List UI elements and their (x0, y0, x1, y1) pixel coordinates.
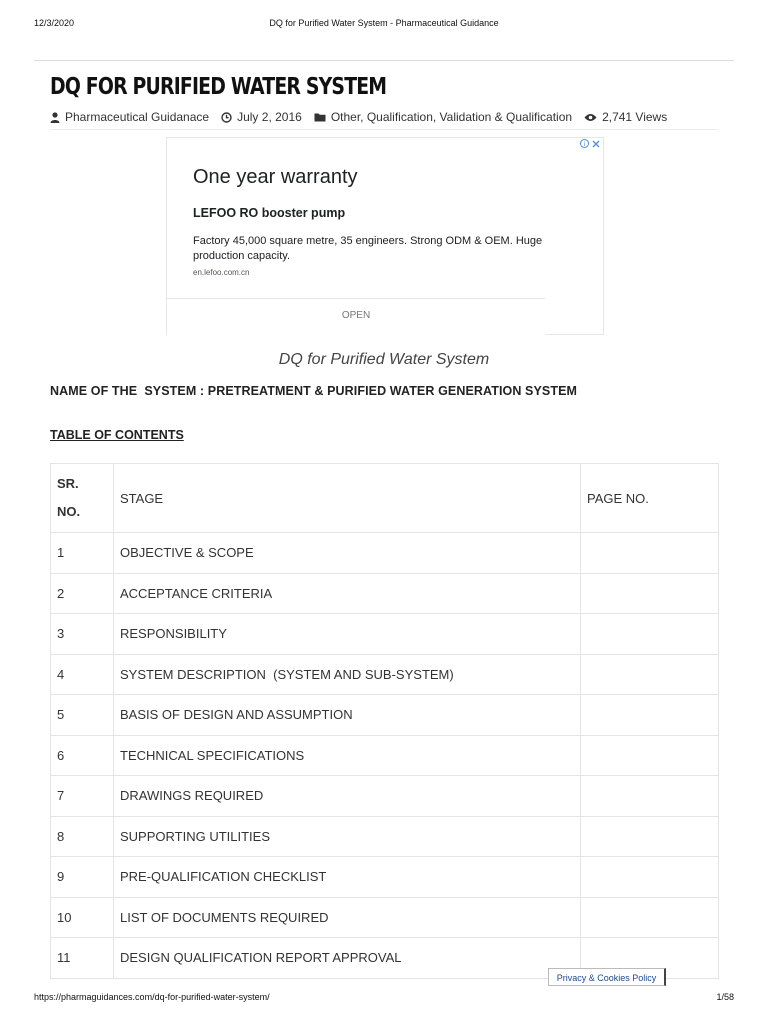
toc-table (50, 463, 719, 979)
row-page-no (581, 654, 719, 695)
meta-date (221, 110, 302, 124)
clock-icon (221, 112, 232, 123)
row-stage: PRE-QUALIFICATION CHECKLIST (114, 857, 581, 898)
print-date: 12/3/2020 (34, 18, 75, 28)
print-footer (0, 992, 768, 1004)
row-sr-no: 11 (51, 938, 114, 979)
header-stage: STAGE (114, 464, 581, 533)
table-row (51, 533, 719, 574)
row-sr-no: 5 (51, 695, 114, 736)
row-page-no (581, 695, 719, 736)
row-stage: DESIGN QUALIFICATION REPORT APPROVAL (114, 938, 581, 979)
header-sr-line2: NO. (57, 504, 81, 519)
row-sr-no: 4 (51, 654, 114, 695)
table-row (51, 695, 719, 736)
row-stage: TECHNICAL SPECIFICATIONS (114, 735, 581, 776)
table-row (51, 654, 719, 695)
row-sr-no: 7 (51, 776, 114, 817)
row-stage: ACCEPTANCE CRITERIA (114, 573, 581, 614)
svg-text:i: i (583, 141, 586, 148)
row-stage: RESPONSIBILITY (114, 614, 581, 655)
row-stage: LIST OF DOCUMENTS REQUIRED (114, 897, 581, 938)
meta-divider (50, 129, 718, 130)
folder-icon (314, 112, 326, 122)
row-page-no (581, 735, 719, 776)
row-page-no (581, 614, 719, 655)
row-page-no (581, 776, 719, 817)
ad-domain: en.lefoo.com.cn (193, 268, 250, 277)
meta-views (584, 110, 667, 124)
ad-controls[interactable] (580, 139, 600, 151)
ad-open-button[interactable]: OPEN (167, 298, 545, 335)
table-row (51, 857, 719, 898)
row-page-no (581, 533, 719, 574)
table-row (51, 776, 719, 817)
toc-heading: TABLE OF CONTENTS (50, 428, 184, 442)
row-page-no (581, 857, 719, 898)
row-sr-no: 3 (51, 614, 114, 655)
meta-categories-label: Other, Qualification, Validation & Qualification (330, 110, 573, 124)
table-row (51, 614, 719, 655)
row-stage: BASIS OF DESIGN AND ASSUMPTION (114, 695, 581, 736)
table-row (51, 897, 719, 938)
meta-author[interactable] (50, 110, 209, 124)
ad-product-name[interactable]: LEFOO RO booster pump (193, 206, 346, 220)
table-row (51, 816, 719, 857)
ad-headline[interactable]: One year warranty (193, 166, 358, 188)
ad-description: Factory 45,000 square metre, 35 engineers. Strong ODM & OEM. Huge production capacity. (193, 235, 543, 262)
row-sr-no: 8 (51, 816, 114, 857)
adchoices-icon[interactable] (580, 139, 589, 148)
row-page-no (581, 816, 719, 857)
advertisement[interactable] (166, 137, 604, 335)
row-sr-no: 1 (51, 533, 114, 574)
header-sr-no (51, 464, 114, 533)
row-page-no (581, 897, 719, 938)
row-page-no (581, 573, 719, 614)
meta-categories[interactable] (314, 110, 572, 124)
row-sr-no: 10 (51, 897, 114, 938)
row-sr-no: 9 (51, 857, 114, 898)
meta-author-label: Pharmaceutical Guidanace (65, 110, 210, 124)
image-caption: DQ for Purified Water System (278, 351, 490, 368)
row-sr-no: 6 (51, 735, 114, 776)
system-name: NAME OF THE SYSTEM : PRETREATMENT & PURIFIED WATER GENERATION SYSTEM (50, 384, 578, 398)
print-header (0, 18, 768, 32)
eye-icon (584, 113, 597, 122)
table-row (51, 735, 719, 776)
row-stage: DRAWINGS REQUIRED (114, 776, 581, 817)
meta-views-label: 2,741 Views (602, 110, 668, 124)
post-meta (50, 109, 679, 125)
table-row (51, 573, 719, 614)
page-url: https://pharmaguidances.com/dq-for-purified-water-system/ (34, 992, 270, 1002)
user-icon (50, 112, 60, 123)
privacy-cookies-button[interactable]: Privacy & Cookies Policy (548, 968, 666, 986)
row-sr-no: 2 (51, 573, 114, 614)
header-divider (34, 60, 734, 61)
page-number: 1/58 (716, 992, 734, 1002)
toc-header-row (51, 464, 719, 533)
meta-date-label: July 2, 2016 (237, 110, 302, 124)
post-title: DQ FOR PURIFIED WATER SYSTEM (50, 74, 387, 100)
print-page-title: DQ for Purified Water System - Pharmaceutical Guidance (269, 18, 499, 28)
close-icon[interactable] (592, 140, 600, 148)
header-page-no: PAGE NO. (581, 464, 719, 533)
header-sr-line1: SR. (57, 476, 79, 491)
row-stage: OBJECTIVE & SCOPE (114, 533, 581, 574)
row-stage: SYSTEM DESCRIPTION (SYSTEM AND SUB-SYSTEM) (114, 654, 581, 695)
row-stage: SUPPORTING UTILITIES (114, 816, 581, 857)
